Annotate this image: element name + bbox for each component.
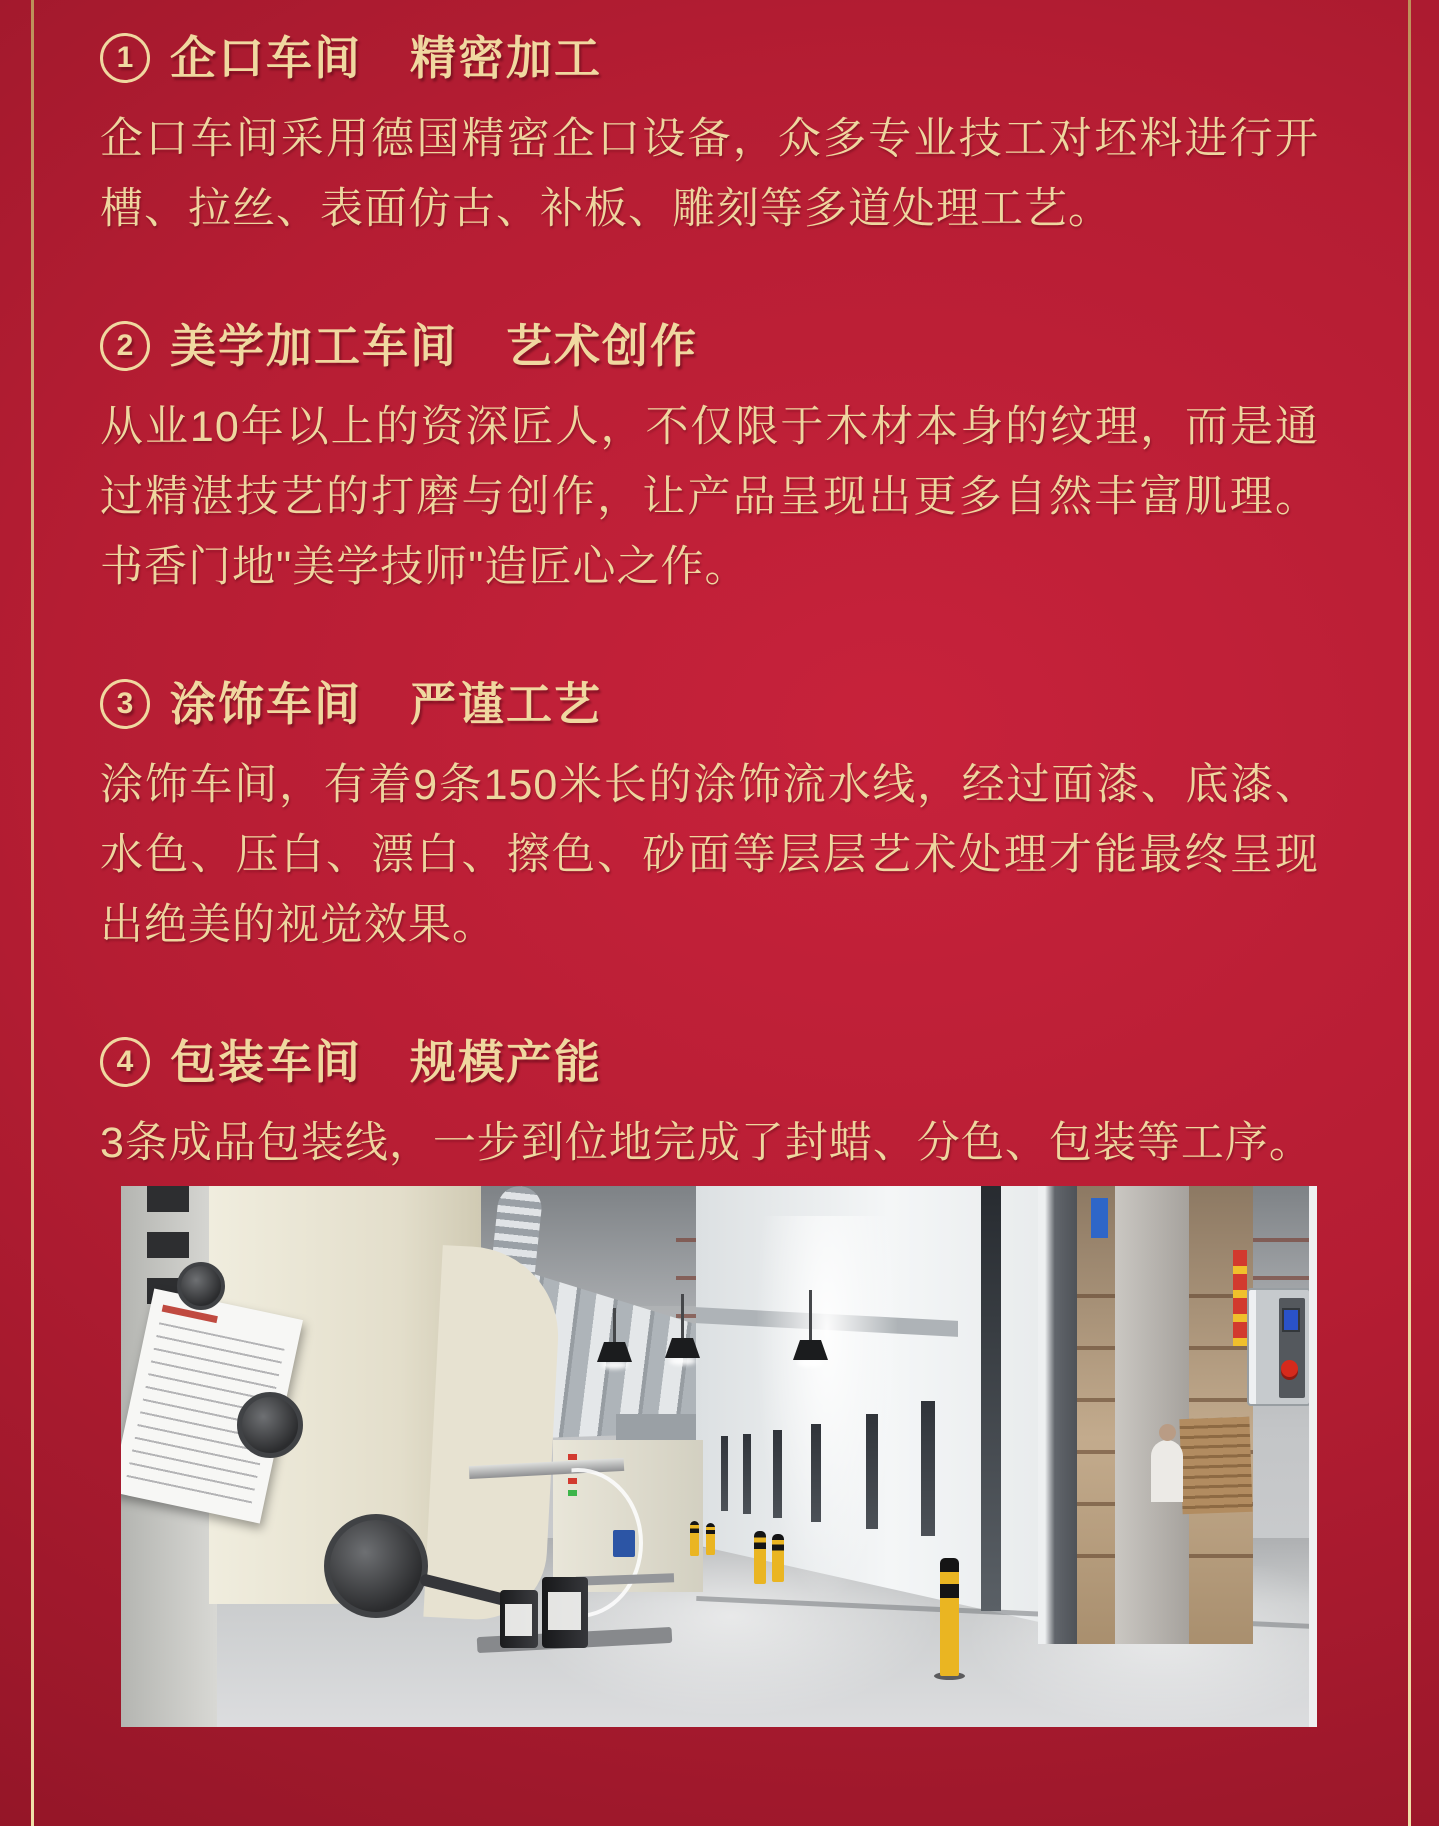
photo-window-slot — [811, 1424, 821, 1522]
section-body: 企口车间采用德国精密企口设备，众多专业技工对坯料进行开槽、拉丝、表面仿古、补板、雕刻等多道处理工艺。 — [100, 115, 1319, 233]
photo-cardboard-stack — [1179, 1417, 1252, 1514]
photo-cabinet-screen — [1282, 1308, 1300, 1332]
photo-blue-bucket — [613, 1530, 635, 1557]
section-title: 美学加工车间 艺术创作 — [170, 320, 698, 372]
photo-window-slot — [921, 1401, 935, 1536]
section-title: 企口车间 精密加工 — [170, 32, 602, 84]
photo-handwheel-small — [177, 1262, 225, 1310]
section-number: 1 — [116, 41, 134, 74]
photo-warning-sticker — [1233, 1250, 1247, 1346]
photo-bollard — [772, 1534, 784, 1582]
photo-pendant-lamp — [809, 1290, 812, 1340]
circled-number-2-icon — [100, 321, 150, 371]
circled-number-4-icon — [100, 1037, 150, 1087]
gold-border-right — [1408, 0, 1411, 1826]
section-aesthetic-workshop — [100, 318, 1319, 602]
photo-window-slot — [866, 1414, 878, 1529]
photo-worker — [1151, 1440, 1183, 1502]
photo-handwheel-large — [324, 1514, 428, 1618]
section-number: 2 — [116, 329, 134, 362]
circled-number-1-icon — [100, 33, 150, 83]
photo-pendant-lamp — [613, 1308, 616, 1342]
photo-pendant-lamp — [681, 1294, 684, 1338]
section-tenon-workshop — [100, 30, 1319, 244]
photo-dark-pillar — [1038, 1186, 1080, 1644]
section-number: 3 — [116, 687, 134, 720]
photo-window-slot — [721, 1436, 728, 1511]
photo-drum-label-1 — [505, 1604, 532, 1636]
photo-near-right-wall — [1309, 1186, 1317, 1727]
section-heading — [100, 30, 1319, 86]
gold-border-left — [31, 0, 34, 1826]
photo-curved-machine-duct — [423, 1245, 562, 1623]
photo-dark-gap — [981, 1186, 1001, 1611]
section-number: 4 — [116, 1045, 134, 1078]
poster-content — [100, 30, 1319, 1727]
photo-bollard — [706, 1523, 715, 1555]
photo-window-slot — [773, 1430, 782, 1518]
section-body: 涂饰车间，有着9条150米长的涂饰流水线，经过面漆、底漆、水色、压白、漂白、擦色、砂面等层层艺术处理才能最终呈现出绝美的视觉效果。 — [100, 761, 1319, 949]
section-packing-workshop — [100, 1034, 1319, 1178]
photo-bollard-large — [940, 1558, 959, 1676]
photo-handwheel-medium — [237, 1392, 303, 1458]
photo-bollard — [690, 1521, 699, 1556]
photo-concrete-pillar — [1115, 1186, 1189, 1644]
factory-corridor-photo — [121, 1186, 1317, 1727]
section-title: 包装车间 规模产能 — [170, 1036, 602, 1088]
photo-window-slot — [743, 1434, 751, 1514]
section-body: 从业10年以上的资深匠人，不仅限于木材本身的纹理，而是通过精湛技艺的打磨与创作，让产品呈现出更多自然丰富肌理。书香门地"美学技师"造匠心之作。 — [100, 403, 1319, 591]
section-title: 涂饰车间 严谨工艺 — [170, 678, 602, 730]
photo-drum-label-2 — [548, 1592, 581, 1630]
circled-number-3-icon — [100, 679, 150, 729]
photo-bollard — [754, 1531, 766, 1584]
photo-emergency-button — [1281, 1360, 1298, 1377]
section-heading — [100, 318, 1319, 374]
section-body: 3条成品包装线，一步到位地完成了封蜡、分色、包装等工序。 — [100, 1119, 1313, 1167]
section-heading — [100, 676, 1319, 732]
photo-blue-sign — [1091, 1198, 1108, 1238]
section-coating-workshop — [100, 676, 1319, 960]
section-heading — [100, 1034, 1319, 1090]
